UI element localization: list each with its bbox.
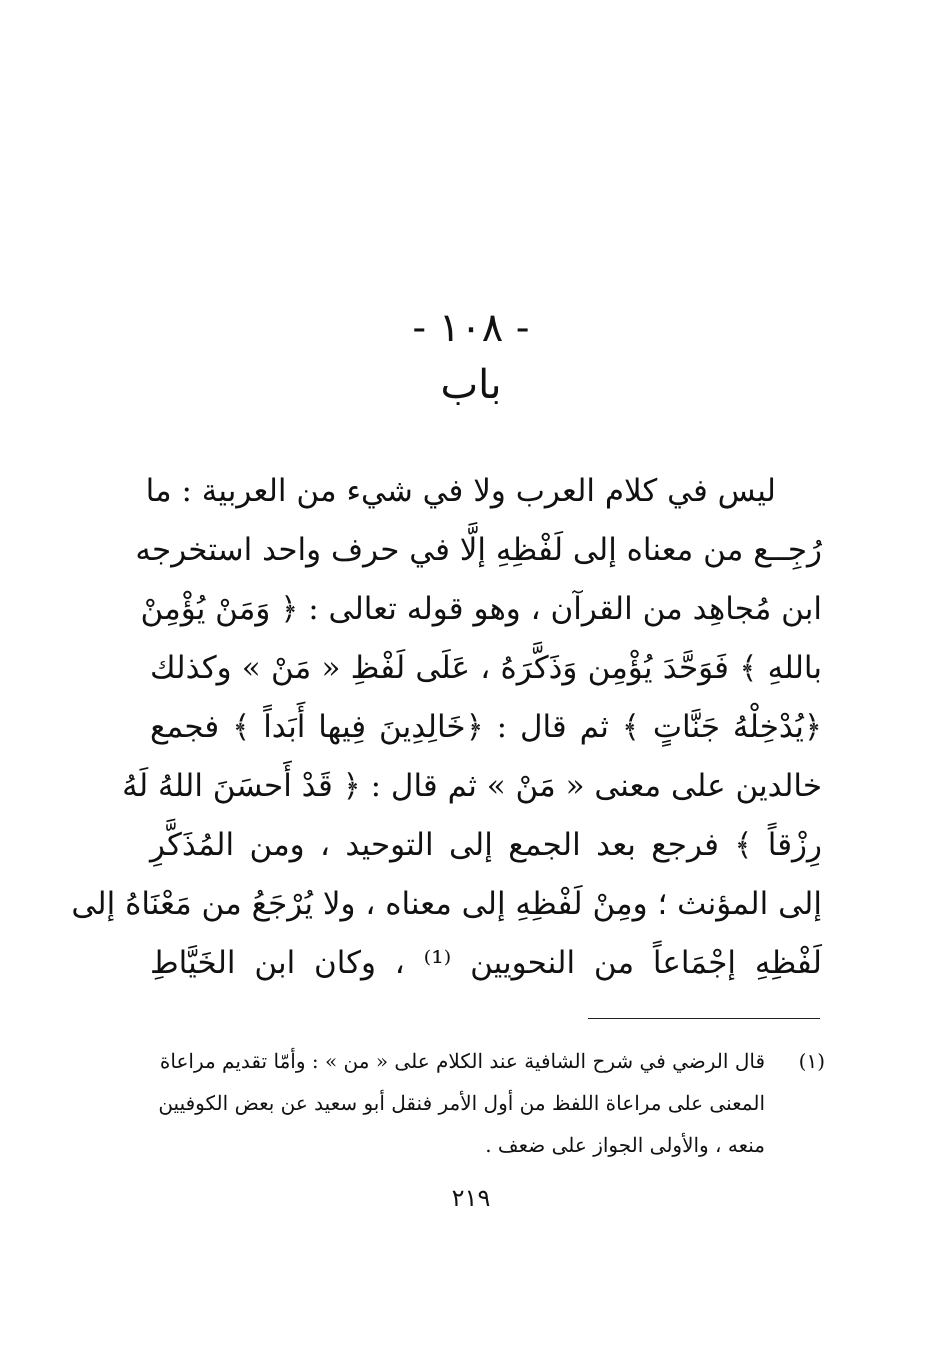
body-line: رِزْقاً ﴾ فرجع بعد الجمع إلى التوحيد ، ومن المُذَكَّرِ <box>150 827 822 863</box>
footnote-divider <box>588 1018 820 1019</box>
page-number: ٢١٩ <box>451 1184 491 1212</box>
body-line: إلى المؤنث ؛ ومِنْ لَفْظِهِ إلى معناه ، ولا يُرْجَعُ من مَعْنَاهُ إلى <box>71 886 822 922</box>
footnote-marker: (١) <box>798 1049 825 1073</box>
body-line: باللهِ ﴾ فَوَحَّدَ يُؤْمِن وَذَكَّرَهُ ، عَلَى لَفْظِ « مَنْ » وكذلك <box>150 650 822 686</box>
body-line: ﴿يُدْخِلْهُ جَنَّاتٍ ﴾ ثم قال : ﴿خَالِدِينَ فِيها أَبَداً ﴾ فجمع <box>150 709 822 745</box>
footnote-line: المعنى على مراعاة اللفظ من أول الأمر فنقل أبو سعيد عن بعض الكوفيين <box>158 1091 765 1115</box>
section-title: باب <box>440 362 502 408</box>
footnote-line: منعه ، والأولى الجواز على ضعف . <box>485 1133 765 1157</box>
footnotes <box>145 1040 825 1166</box>
body-text <box>71 462 822 993</box>
body-line: لَفْظِهِ إجْمَاعاً من النحويين ⁽¹⁾ ، وكان ابن الخَيَّاطِ <box>150 945 822 981</box>
body-line: خالدين على معنى « مَنْ » ثم قال : ﴿ قَدْ أَحسَنَ اللهُ لَهُ <box>122 768 822 804</box>
body-line: رُجِــع من معناه إلى لَفْظِهِ إلَّا في حرف واحد استخرجه <box>135 532 822 568</box>
footnote-text: قال الرضي في شرح الشافية عند الكلام على « من » : وأمّا تقديم مراعاة <box>159 1049 765 1073</box>
body-line: ليس في كلام العرب ولا في شيء من العربية : ما <box>145 473 776 509</box>
footnote-line <box>145 1040 825 1082</box>
body-line: ابن مُجاهِد من القرآن ، وهو قوله تعالى : ﴿ وَمَنْ يُؤْمِنْ <box>140 591 822 627</box>
chapter-number: - ١٠٨ - <box>412 305 530 351</box>
